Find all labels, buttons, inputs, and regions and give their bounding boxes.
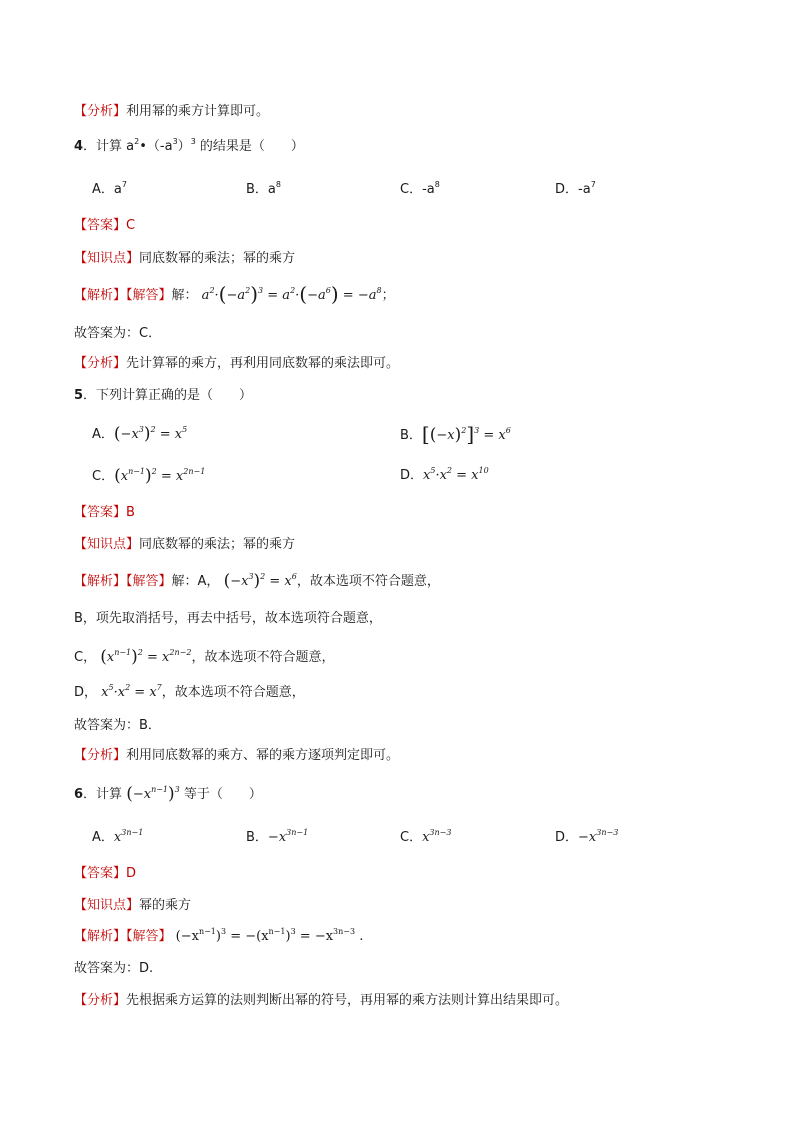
q4-analysis: 【分析】先计算幂的乘方，再利用同底数幂的乘法即可。	[74, 356, 400, 371]
q5-option-d[interactable]: D．$x^5\cdot x^2 = x^{10}$	[400, 466, 489, 483]
q6-conclusion: 故答案为：D.	[74, 961, 154, 976]
q4-option-c[interactable]: C．$-a^8$	[400, 180, 440, 197]
q6-analysis: 【分析】先根据乘方运算的法则判断出幂的符号，再用幂的乘方法则计算出结果即可。	[74, 993, 569, 1008]
q6-solution-formula: $(-x^{n-1})^3 = -(x^{n-1})^3 = -x^{3n-3}$ .	[175, 927, 364, 944]
q6-option-a[interactable]: A．$x^{3n-1}$	[92, 828, 144, 845]
q6-solution: 【解析】【解答】 $(-x^{n-1})^3 = -(x^{n-1})^3 = -x^{3n-3}$ .	[74, 927, 364, 944]
q4-solution-formula: $a^2\cdot(-a^2)^3 = a^2\cdot(-a^6) = -a^8$	[201, 282, 382, 306]
q4-conclusion: 故答案为：C．	[74, 326, 162, 341]
q6-knowledge-point: 【知识点】幂的乘方	[74, 898, 192, 913]
q6-option-b[interactable]: B．$-x^{3n-1}$	[246, 828, 309, 845]
q5-analysis: 【分析】利用同底数幂的乘方、幂的乘方逐项判定即可。	[74, 748, 400, 763]
analysis-text: 利用幂的乘方计算即可。	[126, 104, 270, 119]
q5-solution-d: D， $x^5\cdot x^2 = x^7$，故本选项不符合题意，	[74, 683, 305, 700]
q6-stem: 6．计算 $(-x^{n-1})^3$ 等于（ ）	[74, 784, 262, 804]
q6-answer: 【答案】D	[74, 866, 137, 881]
q6-option-d[interactable]: D．$-x^{3n-3}$	[555, 828, 619, 845]
q4-answer: 【答案】C	[74, 218, 136, 233]
analysis-tag: 【分析】	[74, 104, 127, 119]
q5-solution-b: B，项先取消括号，再去中括号，故本选项符合题意，	[74, 611, 382, 626]
q5-knowledge-point: 【知识点】同底数幂的乘法；幂的乘方	[74, 537, 296, 552]
q5-answer: 【答案】B	[74, 505, 135, 520]
q4-option-a[interactable]: A．$a^7$	[92, 180, 127, 197]
prev-analysis	[74, 103, 269, 121]
q4-option-b[interactable]: B．$a^8$	[246, 180, 281, 197]
q5-option-a[interactable]: A．$(-x^3)^2 = x^5$	[92, 424, 188, 444]
q5-option-b[interactable]: B．$[(-x)^2]^3 = x^6$	[400, 422, 511, 446]
q4-solution: 【解析】【解答】解： $a^2\cdot(-a^2)^3 = a^2\cdot(-a^6) = -a^8$；	[74, 282, 395, 306]
q4-knowledge-point: 【知识点】同底数幂的乘法；幂的乘方	[74, 251, 296, 266]
q5-number: 5	[74, 388, 84, 403]
q5-option-c[interactable]: C．$(x^{n-1})^2 = x^{2n-1}$	[92, 466, 206, 486]
q4-stem: 4．计算 $a^2•(-a^3)^3$ 的结果是（ ）	[74, 137, 304, 154]
q4-option-d[interactable]: D．$-a^7$	[555, 180, 596, 197]
q5-stem: 5．下列计算正确的是（ ）	[74, 388, 253, 403]
q6-option-c[interactable]: C．$x^{3n-3}$	[400, 828, 452, 845]
q6-number: 6	[74, 787, 84, 802]
q5-solution-a: 【解析】【解答】解：A， $(-x^3)^2 = x^6$，故本选项不符合题意，	[74, 571, 440, 591]
q4-number: 4	[74, 139, 84, 154]
q5-conclusion: 故答案为：B．	[74, 718, 161, 733]
q5-solution-c: C， $(x^{n-1})^2 = x^{2n-2}$，故本选项不符合题意，	[74, 647, 335, 667]
